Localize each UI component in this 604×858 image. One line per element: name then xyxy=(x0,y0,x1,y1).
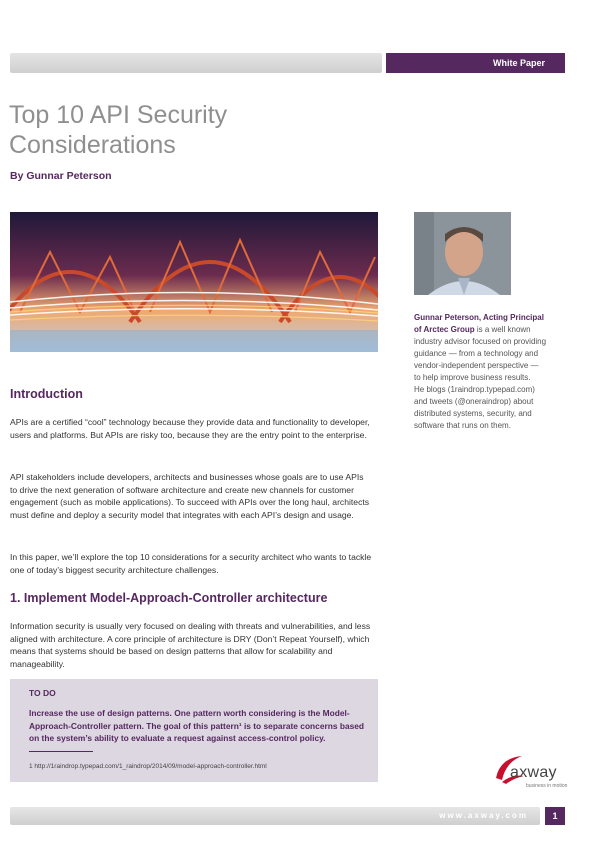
todo-label: TO DO xyxy=(29,688,56,698)
footnote: 1 http://1raindrop.typepad.com/1_raindrop/2014/09/model-approach-controller.html xyxy=(29,763,267,770)
author-bio-line: distributed systems, security, and xyxy=(414,409,532,418)
todo-callout xyxy=(10,679,378,782)
byline: By Gunnar Peterson xyxy=(10,170,112,182)
author-bio-line: industry advisor focused on providing xyxy=(414,337,547,346)
section-1-paragraph: Information security is usually very focused on dealing with threats and vulnerabilities, and less aligned with architecture. A core principle of architecture is DRY (Don’t Repeat Yourself), which means that systems should be based on design patterns that allow for scalability and manageability. xyxy=(10,621,371,669)
intro-paragraph-1: APIs are a certified “cool” technology because they provide data and functionality to developer, users and platforms. But APIs are risky too, because they are the entry point to the enterprise. xyxy=(10,417,370,440)
author-bio-line: guidance — from a technology and xyxy=(414,349,539,358)
author-bio-line: vendor-independent perspective — xyxy=(414,361,539,370)
footnote-divider xyxy=(29,751,93,752)
document-type-label: White Paper xyxy=(492,58,545,68)
document-title: Top 10 API Security Considerations xyxy=(9,101,228,159)
header-bar xyxy=(10,53,382,73)
footer-bar xyxy=(10,807,540,825)
todo-body: Increase the use of design patterns. One pattern worth considering is the Model-Approach-Controller pattern. The goal of this pattern¹ is to separate concerns based on the system’s ability to evaluate a request against access-control policy. xyxy=(29,708,365,743)
author-portrait-image xyxy=(414,212,511,295)
page-number-label: 1 xyxy=(552,811,558,821)
section-1-heading: 1. Implement Model-Approach-Controller architecture xyxy=(10,591,328,605)
author-name-line2: of Arctec Group xyxy=(414,325,475,334)
author-photo xyxy=(414,212,511,295)
author-name-line1: Gunnar Peterson, Acting Principal xyxy=(414,313,544,322)
axway-wordmark: axway xyxy=(510,764,557,781)
hero-image xyxy=(10,212,378,352)
page-number xyxy=(545,807,565,825)
author-bio-line: He blogs (1raindrop.typepad.com) xyxy=(414,385,535,394)
axway-tagline: business in motion xyxy=(526,783,568,789)
author-bio-line: and tweets (@oneraindrop) about xyxy=(414,397,534,406)
intro-paragraph-2: API stakeholders include developers, architects and businesses whose goals are to use APIs to drive the next generation of software architecture and create new channels for customer engagement (such as mobile applications). To succeed with APIs over the long haul, architects must define and deploy a security model that integrates with each API’s design and usage. xyxy=(10,472,370,520)
author-bio-line: to help improve business results. xyxy=(414,373,531,382)
intro-paragraph-3: In this paper, we’ll explore the top 10 considerations for a security architect who wants to tackle one of today’s biggest security architecture challenges. xyxy=(10,552,372,575)
author-bio xyxy=(414,312,574,432)
author-bio-line: software that runs on them. xyxy=(414,421,511,430)
bridge-light-trails-image xyxy=(10,212,378,352)
author-bio-line-1: is a well known xyxy=(474,325,531,334)
introduction-heading: Introduction xyxy=(10,387,83,401)
axway-logo xyxy=(492,752,568,796)
document-type-tag xyxy=(386,53,565,73)
footer-url[interactable]: www.axway.com xyxy=(439,811,528,820)
